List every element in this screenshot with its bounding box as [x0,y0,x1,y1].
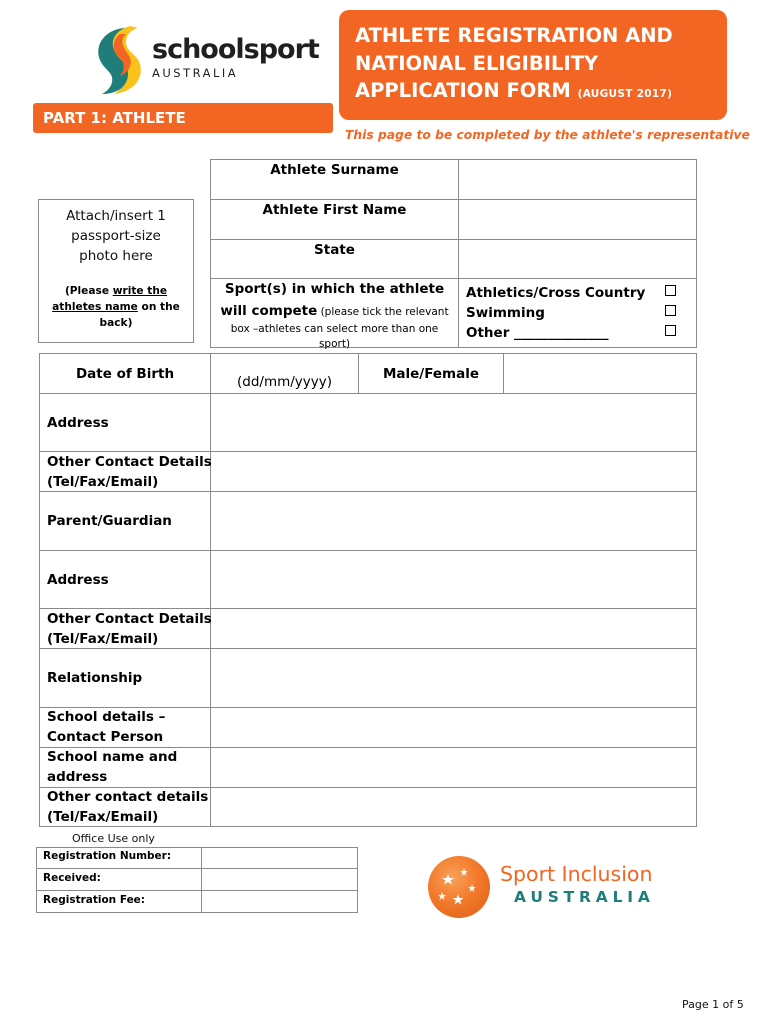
title-line-3: APPLICATION FORM [355,79,571,102]
relationship-field[interactable] [210,648,697,708]
sport-inclusion-ball-icon [428,856,490,918]
photo-line-2: passport-size [71,228,161,244]
school-name-field[interactable] [210,747,697,788]
title-date: (AUGUST 2017) [577,88,673,100]
photo-instruction [44,206,188,266]
gender-field[interactable] [503,353,697,394]
office-fee-field[interactable] [201,890,358,913]
school-contact-line1: School details – [47,709,166,725]
contact-field[interactable] [210,451,697,492]
address-field[interactable] [210,393,697,452]
guardian-address-field[interactable] [210,550,697,609]
school-contact-label [47,708,165,747]
school-contact-line2: Contact Person [47,728,164,745]
school-name-label [47,748,177,787]
office-received-field[interactable] [201,868,358,891]
form-title [355,22,715,109]
photo-note-pre: (Please [64,285,113,297]
photo-note-post: on the [137,301,180,313]
state-field[interactable] [458,239,697,279]
sport-inclusion-sub: AUSTRALIA [514,888,655,906]
dob-placeholder: (dd/mm/yyyy) [236,374,333,390]
contact-label-line2: (Tel/Fax/Email) [47,473,159,490]
photo-note [44,283,188,331]
title-line-2: NATIONAL ELIGIBILITY [355,51,599,75]
parent-field[interactable] [210,491,697,551]
part-label: PART 1: ATHLETE [43,109,186,127]
guardian-address-label: Address [47,572,109,588]
school-other-line2: (Tel/Fax/Email) [47,808,159,825]
sports-label-line1: Sport(s) in which the athlete [224,281,445,297]
sports-label-note: (please tick the relevant [317,305,449,318]
school-contact-field[interactable] [210,707,697,748]
photo-line-3: photo here [79,248,153,264]
sports-label-bold: will compete [220,302,318,319]
title-line-1: ATHLETE REGISTRATION AND [355,24,673,47]
sports-label-note4: sport) [318,337,351,350]
instruction-text: This page to be completed by the athlete's representative [345,128,750,142]
school-other-field[interactable] [210,787,697,827]
dob-label: Date of Birth [75,366,175,382]
page-number: Page 1 of 5 [682,998,744,1011]
relationship-label: Relationship [47,670,143,686]
photo-line-1: Attach/insert 1 [66,208,166,224]
surname-field[interactable] [458,159,697,200]
surname-label: Athlete Surname [270,162,399,178]
office-use-caption: Office Use only [72,832,155,845]
school-other-line1: Other contact details [47,789,209,805]
office-reg-number-field[interactable] [201,847,358,869]
photo-note-u2: athletes name [52,301,138,313]
title-line-3-wrap [355,77,715,109]
school-name-line2: address [47,768,108,785]
sport-option-other: Other ______________ [466,325,609,341]
guardian-contact-field[interactable] [210,608,697,649]
state-label: State [314,242,355,258]
sport-option-swimming: Swimming [466,305,545,321]
star-cluster-icon [428,856,490,918]
first-name-field[interactable] [458,199,697,240]
schoolsport-wordmark: schoolsport [152,34,319,65]
schoolsport-sub: AUSTRALIA [152,66,239,80]
address-label: Address [47,415,109,431]
office-fee-label: Registration Fee: [43,894,146,906]
school-name-line1: School name and [47,749,178,765]
guardian-contact-line2: (Tel/Fax/Email) [47,630,159,647]
photo-note-last: back) [99,317,133,329]
gender-label: Male/Female [382,366,480,382]
contact-label-line1: Other Contact Details [47,454,212,470]
sport-option-athletics: Athletics/Cross Country [466,285,646,301]
first-name-label: Athlete First Name [262,202,407,218]
schoolsport-emblem-icon [90,24,154,96]
contact-label [47,453,212,492]
sports-label-note3: box –athletes can select more than one [230,322,439,335]
athletics-checkbox[interactable] [665,285,676,296]
office-received-label: Received: [43,872,101,884]
photo-note-u1: write the [112,285,168,297]
school-other-label [47,788,208,827]
office-reg-number-label: Registration Number: [43,850,172,862]
parent-label: Parent/Guardian [47,513,172,529]
guardian-contact-label [47,610,212,649]
guardian-contact-line1: Other Contact Details [47,611,212,627]
sports-label [212,280,457,352]
other-checkbox[interactable] [665,325,676,336]
sport-inclusion-title: Sport Inclusion [500,862,653,886]
swimming-checkbox[interactable] [665,305,676,316]
